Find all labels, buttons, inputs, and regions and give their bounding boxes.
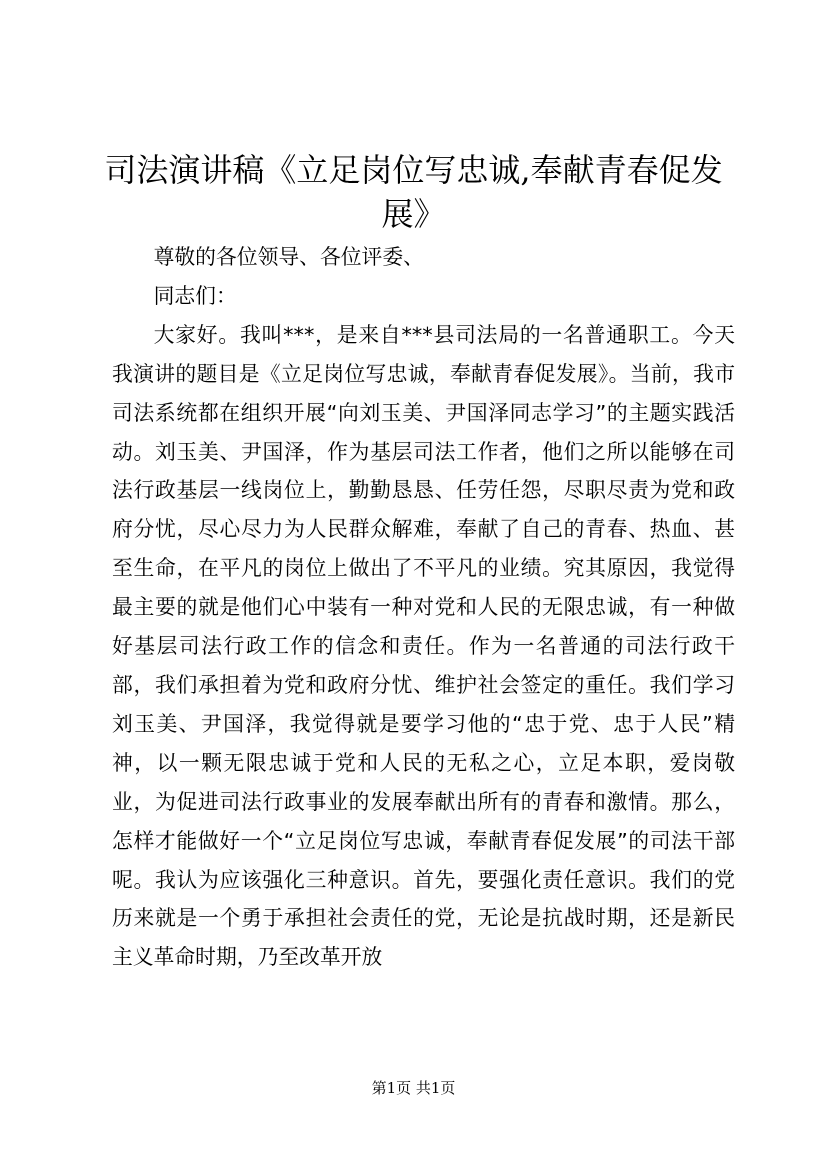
page-footer: 第1页 共1页: [371, 1079, 456, 1097]
salutation-paragraph: 同志们：: [153, 283, 237, 308]
document-body: [112, 238, 735, 977]
document-title: 司法演讲稿《立足岗位写忠诚,奉献青春促发展》: [104, 151, 723, 233]
body-paragraph: 大家好。我叫***，是来自***县司法局的一名普通职工。今天我演讲的题目是《立足岗位写忠诚，奉献青春促发展》。当前，我市司法系统都在组织开展“向刘玉美、尹国泽同志学习”的主题实践活动。刘玉美、尹国泽，作为基层司法工作者，他们之所以能够在司法行政基层一线岗位上，勤勤恳恳、任劳任怨，尽职尽责为党和政府分忧，尽心尽力为人民群众解难，奉献了自己的青春、热血、甚至生命，在平凡的岗位上做出了不平凡的业绩。究其原因，我觉得最主要的就是他们心中装有一种对党和人民的无限忠诚，有一种做好基层司法行政工作的信念和责任。作为一名普通的司法行政干部，我们承担着为党和政府分忧、维护社会签定的重任。我们学习刘玉美、尹国泽，我觉得就是要学习他的“忠于党、忠于人民”精神，以一颗无限忠诚于党和人民的无私之心，立足本职，爱岗敬业，为促进司法行政事业的发展奉献出所有的青春和激情。那么，怎样才能做好一个“立足岗位写忠诚，奉献青春促发展”的司法干部呢。我认为应该强化三种意识。首先，要强化责任意识。我们的党历来就是一个勇于承担社会责任的党，无论是抗战时期，还是新民主义革命时期，乃至改革开放: [112, 322, 735, 970]
salutation-paragraph: 尊敬的各位领导、各位评委、: [153, 245, 424, 269]
